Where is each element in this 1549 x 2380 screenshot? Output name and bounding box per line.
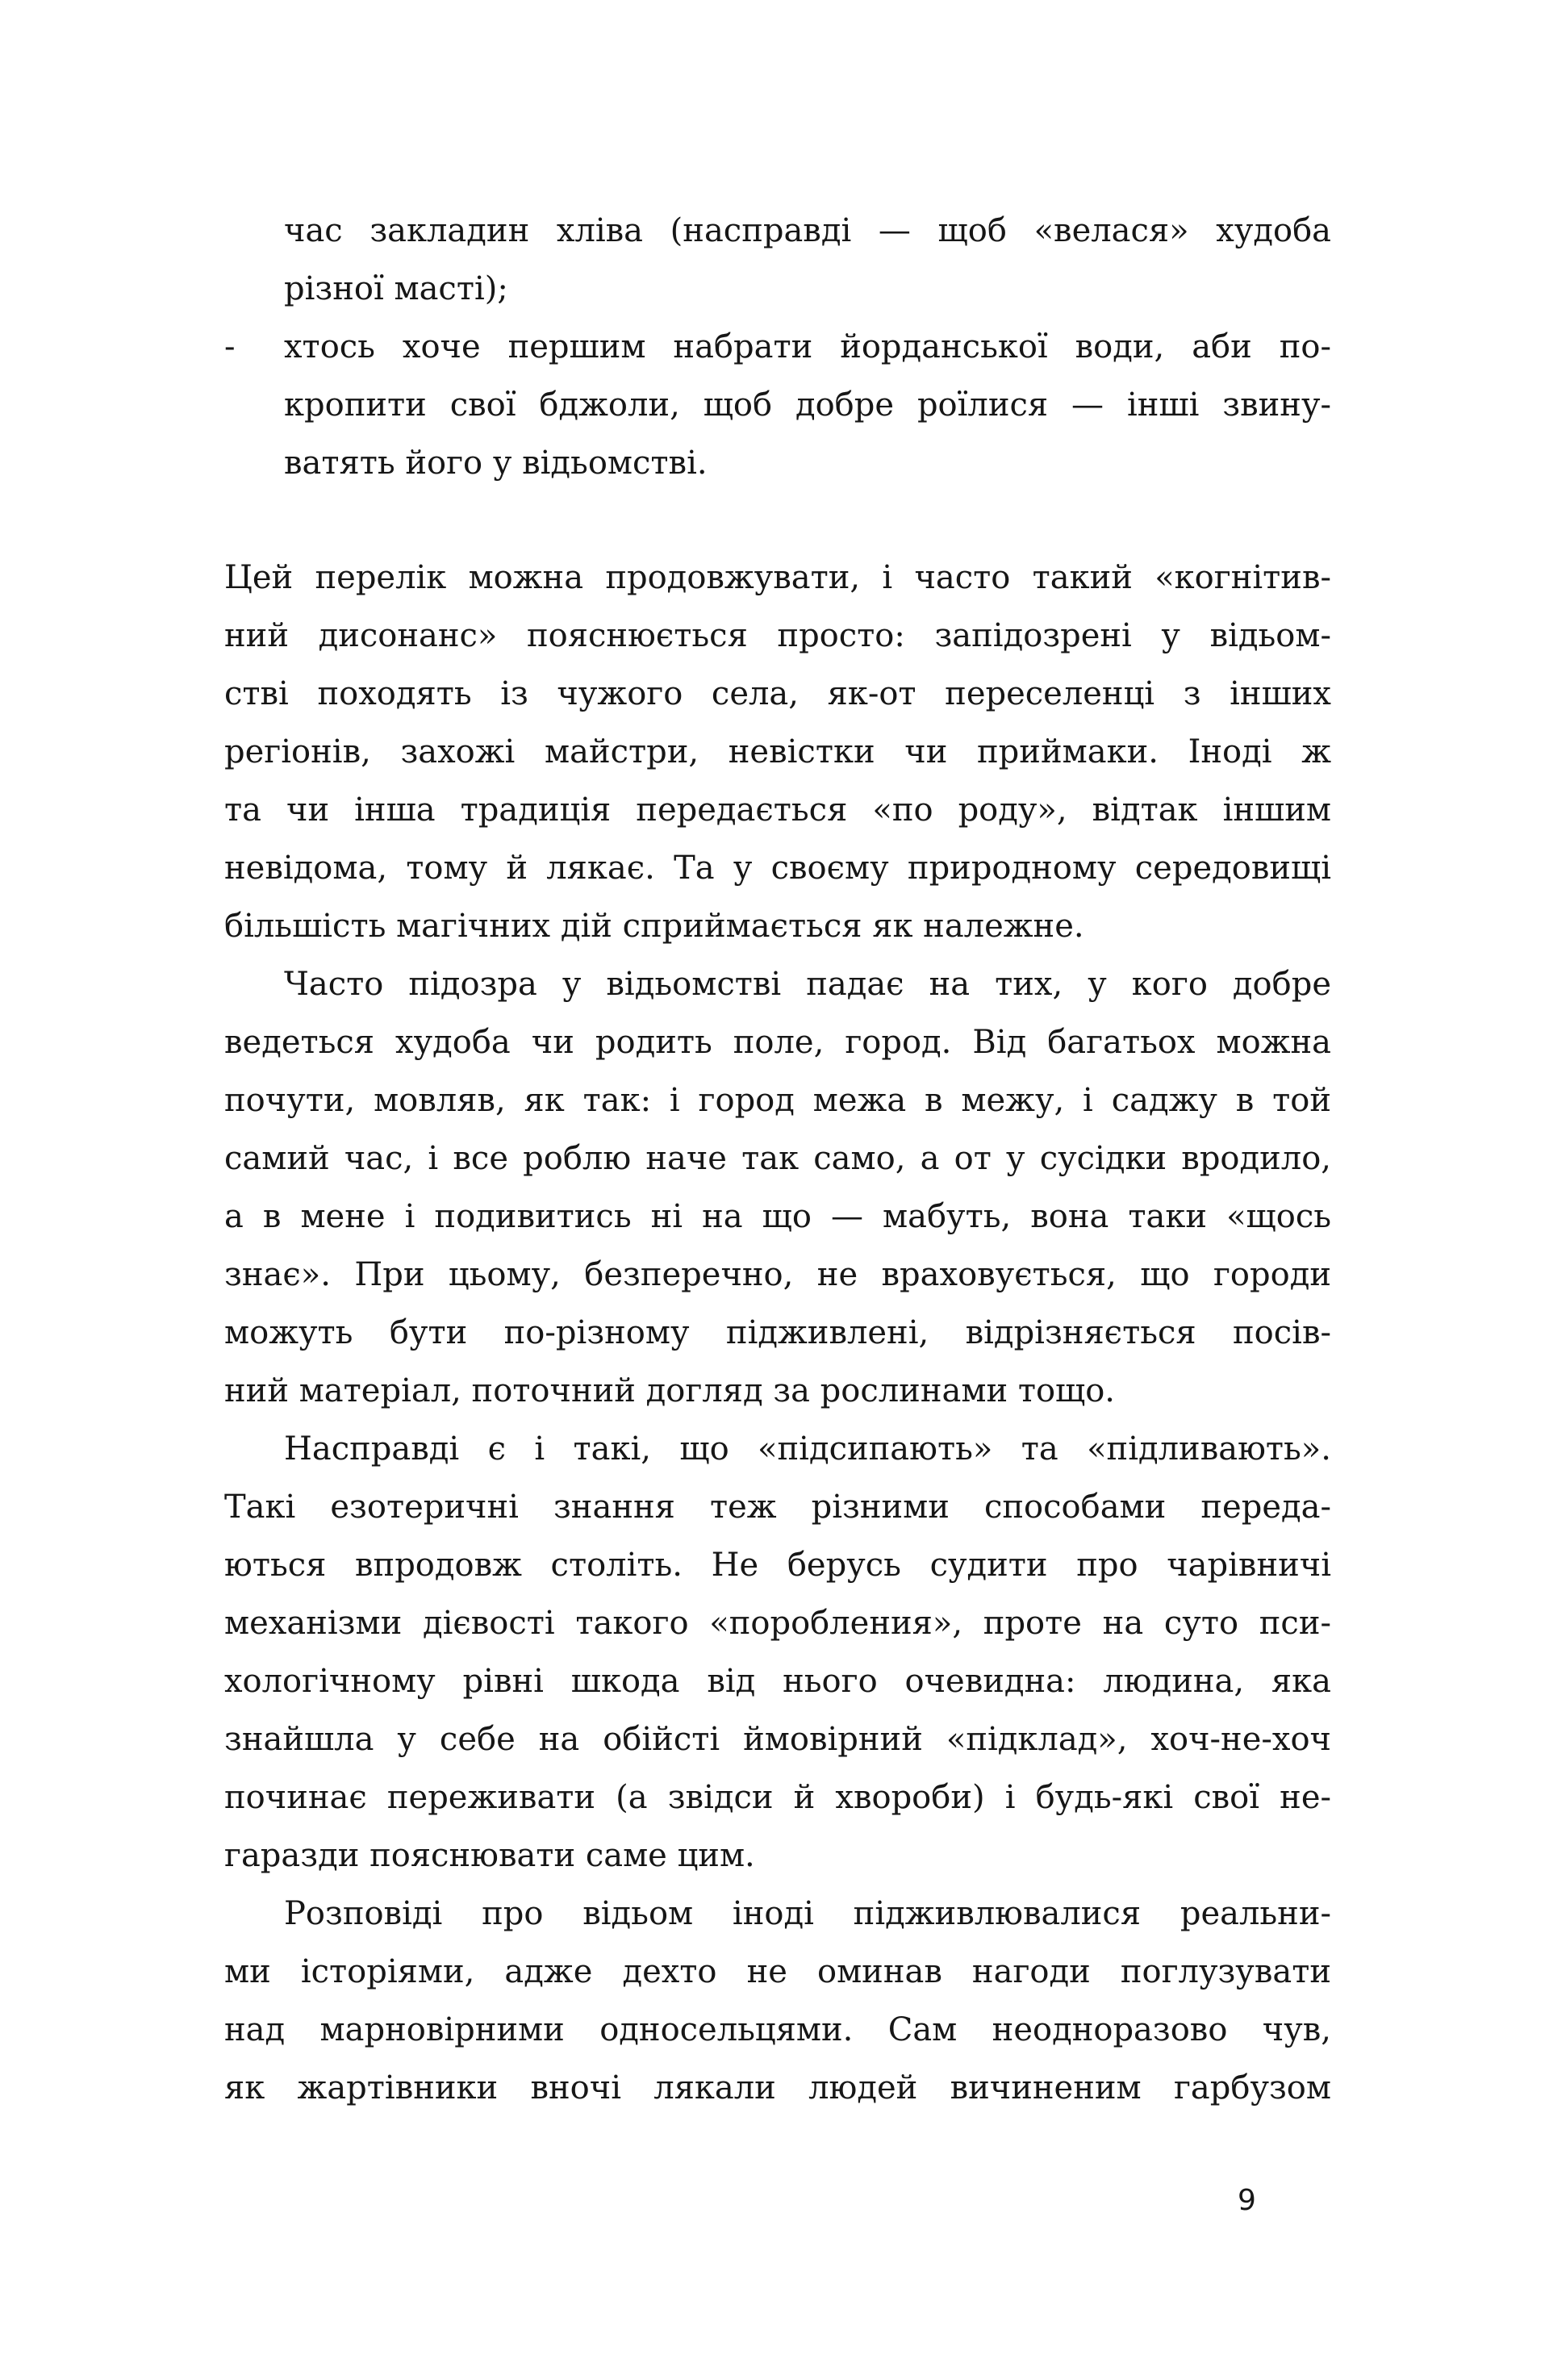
- list-marker: -: [224, 328, 236, 365]
- text-line: невідома, тому й лякає. Та у своєму природному середовищі: [224, 850, 1331, 887]
- text-line: хтось хоче першим набрати йорданської води, аби по-: [284, 328, 1331, 365]
- section-gap: [224, 492, 1331, 549]
- text-line: Такі езотеричні знання теж різними способами переда-: [224, 1489, 1331, 1526]
- text-line: починає переживати (а звідси й хвороби) і будь-які свої не-: [224, 1779, 1331, 1816]
- text-line: ми історіями, адже дехто не оминав нагоди поглузувати: [224, 1953, 1331, 1990]
- text-line: регіонів, захожі майстри, невістки чи приймаки. Іноді ж: [224, 733, 1331, 770]
- text-line: ний дисонанс» пояснюється просто: запідозрені у відьом-: [224, 617, 1331, 654]
- paragraph: [224, 549, 1331, 955]
- text-line: а в мене і подивитись ні на що — мабуть, вона таки «щось: [224, 1198, 1331, 1235]
- text-line: знає». При цьому, безперечно, не враховується, що городи: [224, 1256, 1331, 1293]
- paragraph: [224, 1420, 1331, 1885]
- text-line: ються впродовж століть. Не берусь судити про чарівничі: [224, 1547, 1331, 1584]
- text-line: хологічному рівні шкода від нього очевидна: людина, яка: [224, 1663, 1331, 1700]
- text-line: Розповіді про відьом іноді підживлювалися реальни-: [284, 1895, 1331, 1932]
- text-line: ний матеріал, поточний догляд за рослинами тощо.: [224, 1372, 1116, 1409]
- text-line: знайшла у себе на обійсті ймовірний «підклад», хоч-не-хоч: [224, 1721, 1331, 1758]
- text-line: механізми дієвості такого «поробления», проте на суто пси-: [224, 1605, 1331, 1642]
- text-line: Часто підозра у відьомстві падає на тих, у кого добре: [284, 966, 1331, 1003]
- text-line: кропити свої бджоли, щоб добре роїлися — інші звину-: [284, 386, 1331, 424]
- text-line: можуть бути по-різному підживлені, відрізняється посів-: [224, 1314, 1331, 1351]
- text-line: більшість магічних дій сприймається як належне.: [224, 908, 1084, 945]
- text-line: стві походять із чужого села, як-от переселенці з інших: [224, 675, 1331, 712]
- text-line: час закладин хліва (насправді — щоб «велася» худоба: [284, 212, 1331, 249]
- paragraph: [224, 1885, 1331, 2117]
- text-line: ватять його у відьомстві.: [284, 445, 708, 482]
- text-line: Цей перелік можна продовжувати, і часто такий «когнітив-: [224, 559, 1331, 596]
- text-line: ведеться худоба чи родить поле, город. Від багатьох можна: [224, 1024, 1331, 1061]
- page-body: [224, 202, 1331, 2117]
- text-line: як жартівники вночі лякали людей вичиненим гарбузом: [224, 2069, 1331, 2107]
- list-item-continuation: [224, 202, 1331, 318]
- text-line: над марновірними односельцями. Сам неодноразово чув,: [224, 2011, 1331, 2048]
- text-line: гаразди пояснювати саме цим.: [224, 1837, 755, 1874]
- text-line: різної масті);: [284, 270, 508, 307]
- text-line: та чи інша традиція передається «по роду», відтак іншим: [224, 791, 1331, 829]
- text-line: Насправді є і такі, що «підсипають» та «підливають».: [284, 1430, 1331, 1468]
- text-line: самий час, і все роблю наче так само, а от у сусідки вродило,: [224, 1140, 1331, 1177]
- list-item: [224, 318, 1331, 492]
- text-line: почути, мовляв, як так: і город межа в межу, і саджу в той: [224, 1082, 1331, 1119]
- paragraph: [224, 955, 1331, 1420]
- page-number: 9: [1238, 2184, 1256, 2217]
